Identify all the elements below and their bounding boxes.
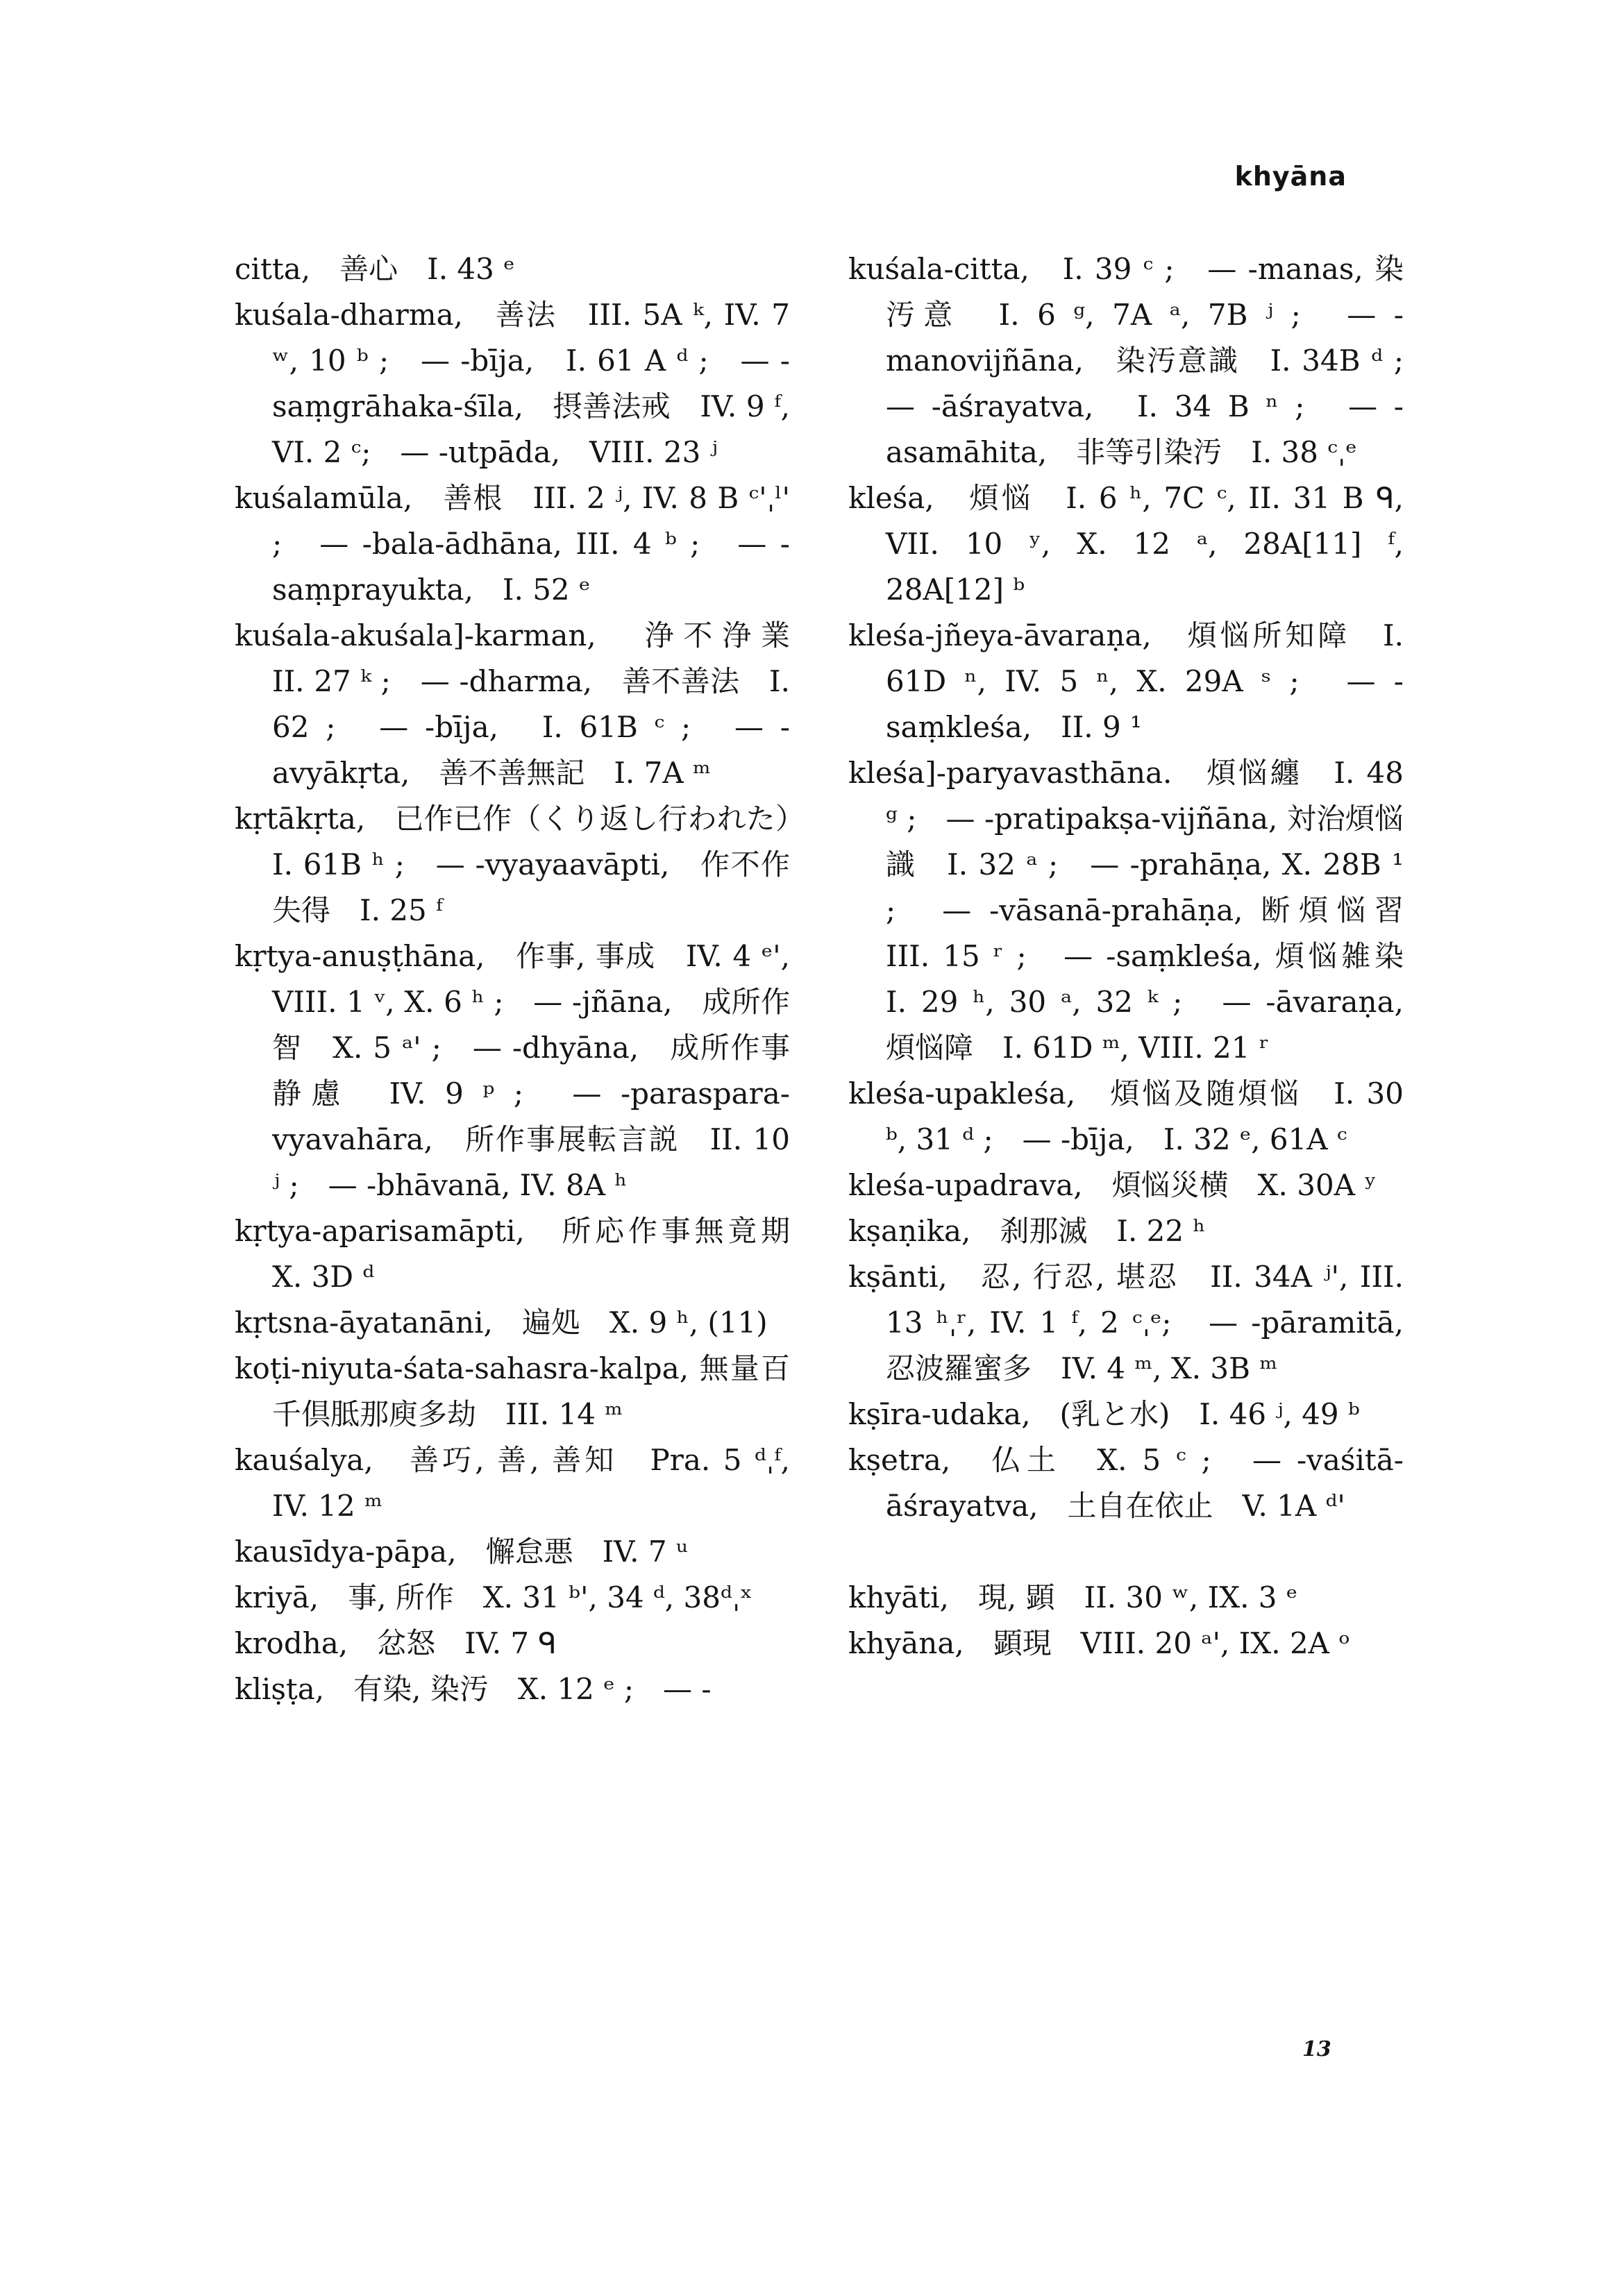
running-head: khyāna [1234,161,1347,192]
index-entry: kleśa-upadrava, 煩悩災横 X. 30A ʸ [848,1168,1377,1202]
index-entry: kṣetra, 仏土 X. 5 ᶜ ; — -vaśitā-āśrayatva, 土自在依止 V. 1A ᵈ' [848,1443,1404,1523]
index-column-left [235,246,820,1712]
index-entry: kṛtsna-āyatanāni, 遍処 X. 9 ʰ, (11) [235,1306,768,1340]
index-entry: kṛtya-anuṣṭhāna, 作事, 事成 IV. 4 ᵉ', VIII. 1 ᵛ, X. 6 ʰ ; — -jñāna, 成所作智 X. 5 ᵃ' ; — -dhyāna, 成所作事静慮 IV. 9 ᵖ ; — -paraspara-vyavahāra, 所作事展転言説 II. 10 ʲ ; — -bhāvanā, IV. 8A ʰ [235,939,790,1202]
index-entry: citta, 善心 I. 43 ᵉ [235,252,515,286]
index-entry: kuśalamūla, 善根 III. 2 ʲ, IV. 8 B ᶜ'ˌˡ' ; — -bala-ādhāna, III. 4 ᵇ ; — -saṃprayukta, I. 52 ᵉ [235,481,790,607]
index-entry: kṛtya-aparisamāpti, 所応作事無竟期 X. 3D ᵈ [235,1214,820,1294]
page-number: 13 [1302,2037,1331,2061]
index-entry: kuśala-akuśala]-karman, 浄不浄業 II. 27 ᵏ ; — -dharma, 善不善法 I. 62 ; — -bīja, I. 61B ᶜ ; — -avyākṛta, 善不善無記 I. 7A ᵐ [235,618,820,790]
index-entry: kṣaṇika, 刹那滅 I. 22 ʰ [848,1214,1206,1248]
index-entry: kleśa-jñeya-āvaraṇa, 煩悩所知障 I. 61D ⁿ, IV. 5 ⁿ, X. 29A ˢ ; — -saṃkleśa, II. 9 ¹ [848,618,1404,744]
index-entry: koṭi-niyuta-śata-sahasra-kalpa, 無量百千倶胝那庾多劫 III. 14 ᵐ [235,1351,790,1431]
index-entry: kleśa]-paryavasthāna. 煩悩纏 I. 48 ᵍ ; — -pratipakṣa-vijñāna, 対治煩悩識 I. 32 ᵃ ; — -prahāṇa, X. 28B ¹ ; — -vāsanā-prahāṇa, 断煩悩習 III. 15 ʳ ; — -saṃkleśa, 煩悩雑染 I. 29 ʰ, 30 ᵃ, 32 ᵏ ; — -āvaraṇa, 煩悩障 I. 61D ᵐ, VIII. 21 ʳ [848,756,1433,1065]
index-column-right [848,246,1433,1666]
index-entry: kṛtākṛta, 已作已作（くり返し行われた） I. 61B ʰ ; — -vyayaavāpti, 作不作失得 I. 25 ᶠ [235,802,820,927]
index-entry: kuśala-dharma, 善法 III. 5A ᵏ, IV. 7 ʷ, 10 ᵇ ; — -bīja, I. 61 A ᵈ ; — -saṃgrāhaka-śīla, 摂善法戒 IV. 9 ᶠ, VI. 2 ᶜ; — -utpāda, VIII. 23 ʲ [235,298,790,469]
index-entry: kriyā, 事, 所作 X. 31 ᵇ', 34 ᵈ, 38ᵈˌˣ [235,1580,753,1614]
index-entry: khyāti, 現, 顕 II. 30 ʷ, IX. 3 ᵉ [848,1580,1298,1614]
index-entry: kausīdya-pāpa, 懈怠悪 IV. 7 ᵘ [235,1535,688,1569]
index-entry: krodha, 忿怒 IV. 7 ᑫ [235,1626,557,1660]
index-entry: kleśa-upakleśa, 煩悩及随煩悩 I. 30 ᵇ, 31 ᵈ ; — -bīja, I. 32 ᵉ, 61A ᶜ [848,1077,1404,1156]
index-entry: kuśala-citta, I. 39 ᶜ ; — -manas, 染汚意 I. 6 ᵍ, 7A ᵃ, 7B ʲ ; — -manovijñāna, 染汚意識 I. 34B ᵈ ; — -āśrayatva, I. 34 B ⁿ ; — -asamāhita, 非等引染汚 I. 38 ᶜˌᵉ [848,252,1433,469]
index-entry: kleśa, 煩悩 I. 6 ʰ, 7C ᶜ, II. 31 B ᑫ, VII. 10 ʸ, X. 12 ᵃ, 28A[11] ᶠ, 28A[12] ᵇ [848,481,1404,607]
index-entry: kauśalya, 善巧, 善, 善知 Pra. 5 ᵈˌᶠ, IV. 12 ᵐ [235,1443,790,1523]
index-entry: kṣīra-udaka, (乳と水) I. 46 ʲ, 49 ᵇ [848,1397,1360,1431]
section-gap [848,1529,1404,1575]
index-entry: kliṣṭa, 有染, 染汚 X. 12 ᵉ ; — - [235,1672,712,1706]
index-entry: khyāna, 顕現 VIII. 20 ᵃ', IX. 2A ᵒ [848,1626,1350,1660]
index-entry: kṣānti, 忍, 行忍, 堪忍 II. 34A ʲ', III. 13 ʰˌʳ, IV. 1 ᶠ, 2 ᶜˌᵉ; — -pāramitā, 忍波羅蜜多 IV. 4 ᵐ, X. 3B ᵐ [848,1260,1433,1385]
